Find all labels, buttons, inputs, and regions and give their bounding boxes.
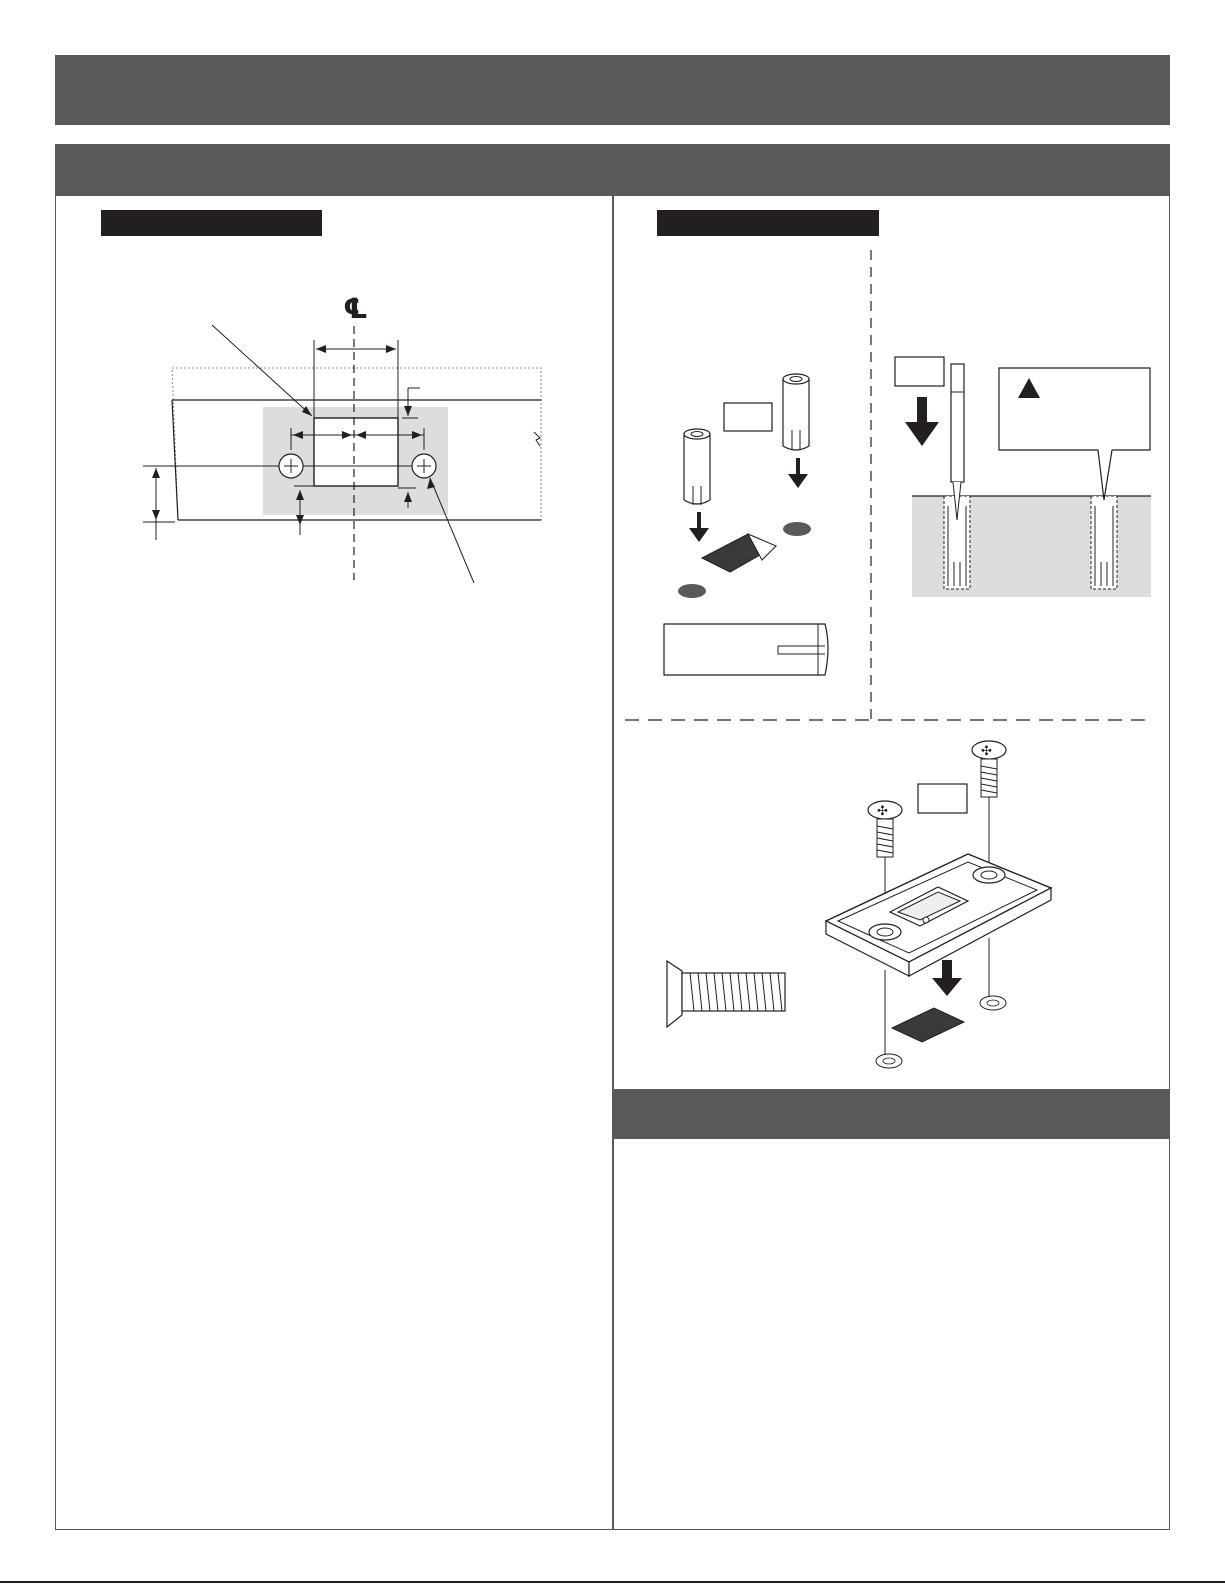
centerline-symbol: ℄ [343, 292, 369, 325]
svg-text:✣: ✣ [981, 744, 992, 759]
screw-detail [667, 961, 785, 1027]
strike-opening [892, 1008, 964, 1042]
svg-text:✣: ✣ [877, 804, 888, 819]
screw-callout-box [918, 784, 967, 813]
page-bottom-rule [0, 1581, 1225, 1583]
strike-plate [826, 854, 1051, 976]
screw-right [972, 741, 1006, 872]
bottom-section-band [613, 1089, 1170, 1139]
